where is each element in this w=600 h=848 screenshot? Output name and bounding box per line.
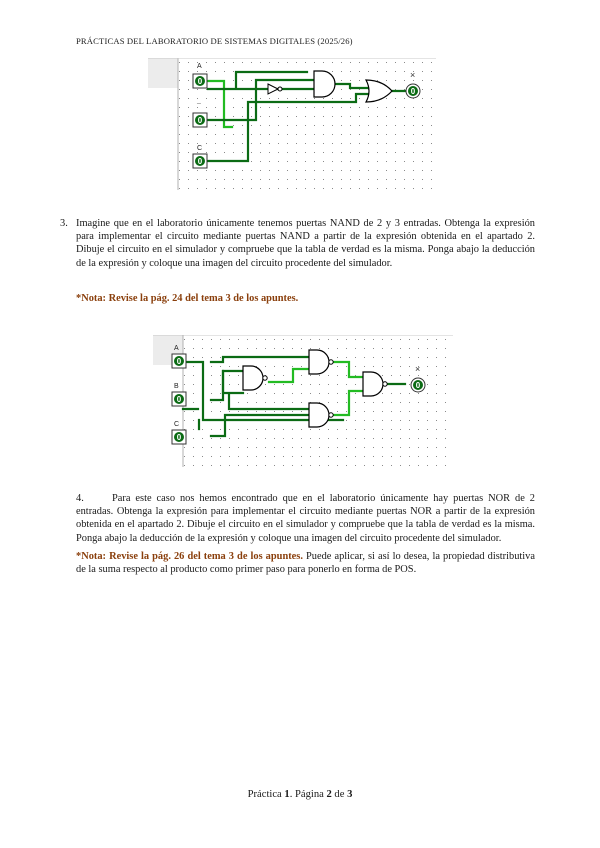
section-3-note: *Nota: Revise la pág. 24 del tema 3 de los apuntes.	[76, 293, 299, 304]
section-3	[60, 217, 535, 270]
svg-text:0: 0	[197, 77, 203, 86]
svg-text:0: 0	[176, 395, 182, 404]
section-3-number: 3.	[60, 218, 68, 229]
footer-of: de	[331, 789, 348, 800]
input-pin-a[interactable]	[172, 354, 186, 368]
input-label-c: C	[197, 145, 203, 152]
footer-page-label: . Página	[289, 789, 327, 800]
footer-prefix: Práctica	[247, 789, 285, 800]
svg-text:0: 0	[176, 433, 182, 442]
section-4-note-paragraph	[76, 550, 535, 576]
input-pin-c[interactable]	[172, 430, 186, 444]
circuit-figure-2	[153, 335, 453, 467]
svg-text:0: 0	[410, 87, 416, 96]
section-4-note: *Nota: Revise la pág. 26 del tema 3 de los apuntes.	[76, 550, 303, 562]
page-header: PRÁCTICAS DEL LABORATORIO DE SISTEMAS DIGITALES (2025/26)	[76, 36, 353, 46]
circuit-figure-1	[148, 58, 436, 190]
input-label-b: ¯	[197, 104, 201, 111]
and-gate	[314, 71, 335, 97]
svg-text:0: 0	[176, 357, 182, 366]
output-led	[411, 378, 425, 392]
input-pin-a[interactable]	[193, 74, 207, 88]
input-label-b: B	[174, 383, 179, 390]
page-footer	[0, 789, 600, 800]
section-4-text: Para este caso nos hemos encontrado que en el laboratorio únicamente hay puertas NOR de 2 entradas. Obtenga la expresión para implementar el circuito mediante puertas NOR a partir de la expresión obtenida en el apartado 2. Dibuje el circuito en el simulador y compruebe que la tabla de verdad es la misma. Ponga abajo la deducción de la expresión y coloque una imagen del circuito procedente del simulador.	[76, 493, 535, 544]
section-4	[76, 492, 535, 576]
output-mark: ×	[410, 70, 416, 80]
input-pin-b[interactable]	[172, 392, 186, 406]
footer-total-pages: 3	[347, 789, 353, 800]
section-4-number: 4.	[76, 493, 84, 504]
svg-text:0: 0	[197, 116, 203, 125]
section-3-text: Imagine que en el laboratorio únicamente tenemos puertas NAND de 2 y 3 entradas. Obtenga la expresión para implementar el circuito mediante puertas NAND a partir de la expresión obtenida en el apartado 2. Dibuje el circuito en el simulador y compruebe que la tabla de verdad es la misma. Ponga abajo la deducción de la expresión y coloque una imagen del circuito procedente del simulador.	[76, 218, 535, 269]
output-led	[406, 84, 420, 98]
section-4-paragraph	[76, 492, 535, 545]
footer-page-number: 2	[326, 789, 332, 800]
section-4-note-rest: Puede aplicar, si así lo desea, la propiedad distributiva de la suma respecto al producto como primer paso para ponerlo en forma de POS.	[76, 550, 535, 576]
input-label-c: C	[174, 421, 180, 428]
svg-text:0: 0	[415, 381, 421, 390]
input-label-a: A	[174, 345, 179, 352]
input-label-a: A	[197, 63, 202, 70]
output-mark: ×	[415, 364, 421, 374]
input-pin-b[interactable]	[193, 113, 207, 127]
footer-practice-number: 1	[284, 789, 290, 800]
input-pin-c[interactable]	[193, 154, 207, 168]
svg-text:0: 0	[197, 157, 203, 166]
